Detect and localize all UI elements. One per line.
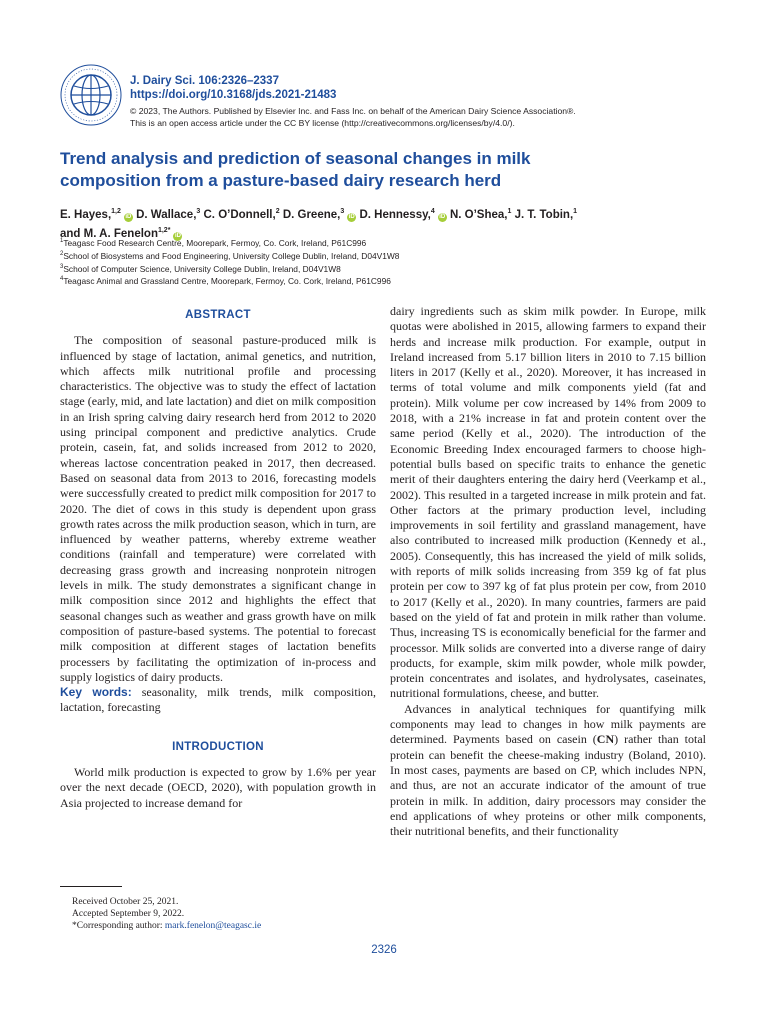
page-number: 2326	[371, 944, 397, 956]
author-name: E. Hayes,$^{1,2}$iD	[60, 208, 132, 221]
journal-citation: J. Dairy Sci. 106:2326–2337	[130, 75, 279, 87]
received-date: Received October 25, 2021.	[72, 897, 179, 907]
journal-header	[60, 64, 720, 134]
keywords-label: Key words:	[60, 685, 132, 700]
corresponding-author: *Corresponding author: mark.fenelon@teagasc.ie	[72, 921, 262, 931]
adsa-globe-logo-icon	[60, 64, 122, 126]
affiliation-item: $^1$Teagasc Food Research Centre, Moorepark, Fermoy, Co. Cork, Ireland, P61C996	[60, 237, 367, 248]
abstract-heading: ABSTRACT	[185, 309, 251, 321]
keywords-text: seasonality, milk trends, milk composition, lactation, forecasting	[60, 685, 377, 715]
copyright-notice: © 2023, The Authors. Published by Elsevier Inc. and Fass Inc. on behalf of the American Dairy Science Association®.	[130, 106, 576, 116]
left-column	[60, 300, 376, 811]
author-name: D. Greene,$^3$iD	[282, 208, 355, 221]
author-email-link[interactable]: mark.fenelon@teagasc.ie	[164, 921, 262, 931]
accepted-date: Accepted September 9, 2022.	[72, 909, 185, 919]
author-name: J. T. Tobin,$^1$	[514, 208, 578, 221]
author-name: and M. A. Fenelon$^{1,2*}$iD	[60, 226, 181, 240]
affiliation-item: $^3$School of Computer Science, University College Dublin, Ireland, D04V1W8	[60, 263, 341, 274]
affiliation-list	[60, 236, 620, 287]
article-title: Trend analysis and prediction of seasonal changes in milk composition from a pasture-based dairy research herd	[60, 149, 531, 190]
orcid-icon[interactable]: iD	[174, 232, 181, 239]
license-notice: This is an open access article under the CC BY license (http://creativecommons.org/licenses/by/4.0/).	[130, 118, 515, 128]
orcid-icon[interactable]: iD	[348, 213, 355, 220]
orcid-icon[interactable]: iD	[439, 213, 446, 220]
orcid-icon[interactable]: iD	[125, 213, 132, 220]
author-name: D. Hennessy,$^4$iD	[359, 208, 446, 221]
cn-abbreviation: CN	[596, 732, 615, 747]
author-name: D. Wallace,$^3$	[136, 208, 201, 221]
keywords	[60, 685, 376, 716]
affiliation-item: $^4$Teagasc Animal and Grassland Centre, Moorepark, Fermoy, Co. Cork, Ireland, P61C996	[60, 276, 391, 287]
author-name: C. O’Donnell,$^2$	[203, 208, 280, 221]
right-column	[390, 304, 706, 839]
introduction-paragraph: World milk production is expected to grow by 1.6% per year over the next decade (OECD, 2020), with population growth in Asia projected to increase demand for	[60, 765, 376, 810]
right-paragraph-1: dairy ingredients such as skim milk powder. In Europe, milk quotas were abolished in 2015, allowing farmers to expand their herds and increase milk production. For example, output in Ireland increased from 5.17 billion liters in 2010 to 7.15 billion liters in 2017 (Kelly et al., 2020). Moreover, it has increased in terms of total volume and milk components yield (fat and protein). Milk volume per cow increased by 14% from 2009 to 2018, with a 21% increase in fat and protein content over the same period (Kelly et al., 2020). The introduction of the Economic Breeding Index encouraged farmers to choose high-potential bulls based on specific traits to enhance the genetic merit of their daughters entering the dairy herd (Veerkamp et al., 2002). This resulted in a targeted increase in milk protein and fat. Other factors at the primary production level, including improvements in soil fertility and grassland management, have also contributed to increased milk production (Kennedy et al., 2005). Consequently, this has increased the yield of milk solids, with reports of milk solids increasing from 359 kg of fat plus protein per cow to 397 kg of fat plus protein per cow, from 2010 to 2017 (Kelly et al., 2020). In many countries, farmers are paid based on the yield of fat and protein in milk rather than volume. Thus, increasing TS is economically beneficial for the farmer and processor. Milk solids are converted into a diverse range of dairy products, for example, skim milk powder, whole milk powder, protein concentrates and isolates, and hydrolysates, caseinates, nutritional formulations, cheese, and butter.	[390, 304, 706, 701]
footnote-divider	[60, 886, 122, 887]
right-paragraph-2: Advances in analytical techniques for quantifying milk components may lead to changes in how milk payments are determined. Payments based on casein (CN) rather than total protein can benefit the cheese-making industry (Boland, 2010). In most cases, payments are based on CP, which includes NPN, and thus, are not an accurate indicator of the amount of true protein in milk. In addition, dairy processors may consider the end applications of whey proteins or other milk components, their nutritional benefits, and their functionality	[390, 701, 706, 839]
introduction-heading: INTRODUCTION	[172, 740, 264, 753]
abstract-text: The composition of seasonal pasture-produced milk is influenced by stage of lactation, animal genetics, and nutrition, which affects milk nutritional profile and processing characteristics. The objective was to study the effect of lactation stage (early, mid, and late lactation) and diet on milk composition in an Irish spring calving dairy research herd from 2012 to 2020 using principal component and predictive analytics. Crude protein, casein, fat, and solids increased from 2012 to 2020, whereas lactose concentration peaked in 2017, then decreased. Based on seasonal data from 2013 to 2016, forecasting models were successfully created to predict milk composition for 2017 to 2020. The diet of cows in this study is dependent upon grass growth rates across the milk production season, which in turn, are influenced by weather patterns, whereby extreme weather conditions (rainfall and temperature) were correlated with decreasing grass growth and increasing nonprotein nitrogen levels in milk. The study demonstrates a significant change in milk composition since 2012 and highlights the effect that seasonal changes such as weather and grass growth have on milk composition of pasture-based systems. The potential to forecast milk composition at different stages of lactation benefits processers by facilitating the optimization of in-process and supply logistics of dairy products.	[60, 333, 376, 684]
doi-link[interactable]: https://doi.org/10.3168/jds.2021-21483	[130, 89, 337, 101]
footnotes	[72, 896, 372, 932]
author-name: N. O’Shea,$^1$	[449, 208, 512, 221]
affiliation-item: $^2$School of Biosystems and Food Engineering, University College Dublin, Ireland, D04V1W8	[60, 250, 400, 261]
